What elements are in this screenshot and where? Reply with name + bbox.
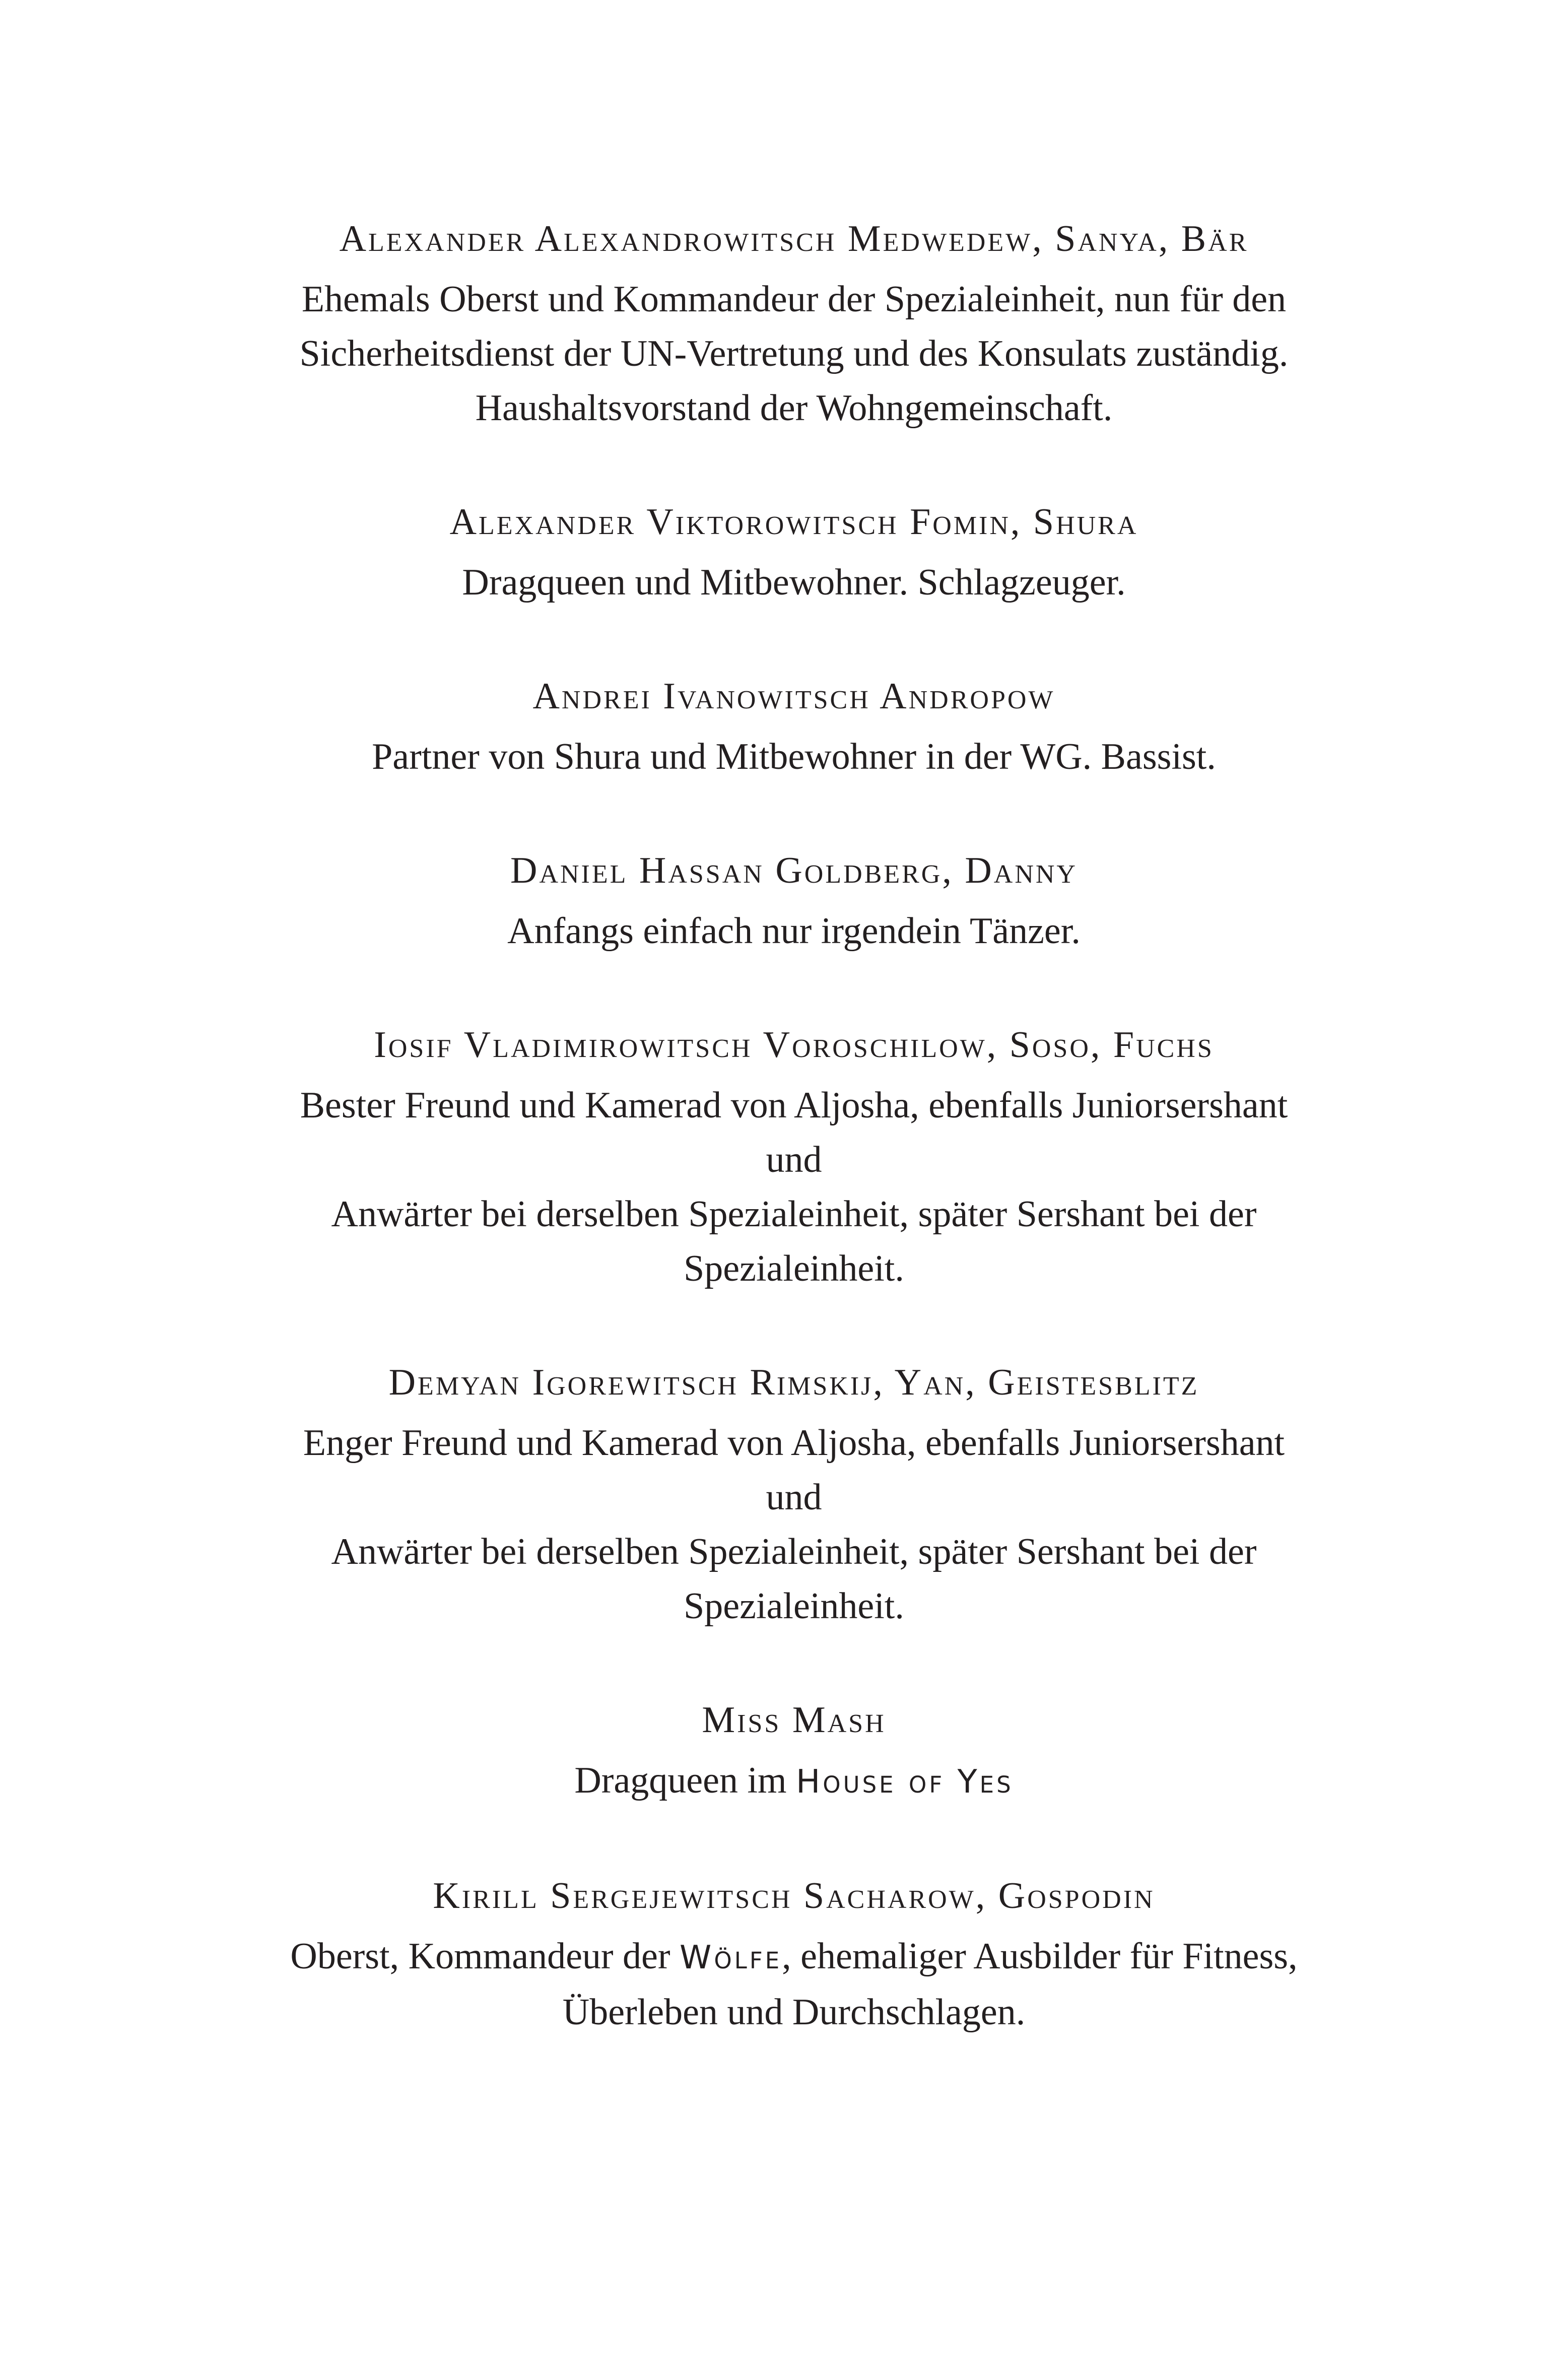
character-name: Miss Mash [702,1699,886,1741]
character-description-line: Sicherheitsdienst der UN-Vertretung und des Konsulats zuständig. [299,333,1289,374]
character-description-line [272,1753,1316,1809]
character-description-line: Spezialeinheit. [684,1585,904,1627]
character-description-line: Haushaltsvorstand der Wohngemeinschaft. [475,387,1113,429]
character-description-line [272,1929,1316,1985]
character-entry-rimskij [272,1354,1316,1633]
character-entry-medwedew [272,211,1316,435]
unit-name: Wölfe [680,1939,782,1976]
character-description-line: Anfangs einfach nur irgendein Tänzer. [507,910,1081,952]
character-description-line: Dragqueen und Mitbewohner. Schlagzeuger. [462,562,1126,603]
character-description-line: Anwärter bei derselben Spezialeinheit, später Sershant bei der [331,1531,1257,1572]
description-text: , ehemaliger Ausbilder für Fitness, [782,1936,1298,1977]
character-entry-voroschilow [272,1017,1316,1296]
description-text: Dragqueen im [574,1760,796,1801]
character-description-line: Partner von Shura und Mitbewohner in der WG. Bassist. [372,736,1216,777]
character-entry-goldberg [272,842,1316,958]
description-text: Oberst, Kommandeur der [290,1936,680,1977]
character-description-line: Bester Freund und Kamerad von Aljosha, ebenfalls Juniorsershant und [300,1085,1288,1180]
character-description-line: Ehemals Oberst und Kommandeur der Spezialeinheit, nun für den [301,279,1287,320]
venue-name: House of Yes [796,1763,1014,1801]
character-description-line: Anwärter bei derselben Spezialeinheit, später Sershant bei der [331,1194,1257,1235]
character-name: Daniel Hassan Goldberg, Danny [510,850,1078,891]
character-description-line: Enger Freund und Kamerad von Aljosha, ebenfalls Juniorsershant und [303,1422,1285,1518]
character-description-line: Spezialeinheit. [684,1248,904,1289]
character-entry-sacharow [272,1868,1316,2039]
character-name: Kirill Sergejewitsch Sacharow, Gospodin [433,1875,1155,1916]
character-description-line: Überleben und Durchschlagen. [562,1992,1026,2033]
character-name: Alexander Alexandrowitsch Medwedew, Sanya, Bär [339,218,1249,259]
character-name: Iosif Vladimirowitsch Voroschilow, Soso, Fuchs [374,1024,1214,1066]
character-name: Demyan Igorewitsch Rimskij, Yan, Geistesblitz [388,1362,1199,1403]
character-entry-andropow [272,668,1316,784]
character-entry-fomin [272,494,1316,610]
character-name: Andrei Ivanowitsch Andropow [532,676,1055,717]
character-list [272,211,1316,2039]
character-name: Alexander Viktorowitsch Fomin, Shura [449,501,1138,543]
character-entry-miss-mash [272,1692,1316,1809]
